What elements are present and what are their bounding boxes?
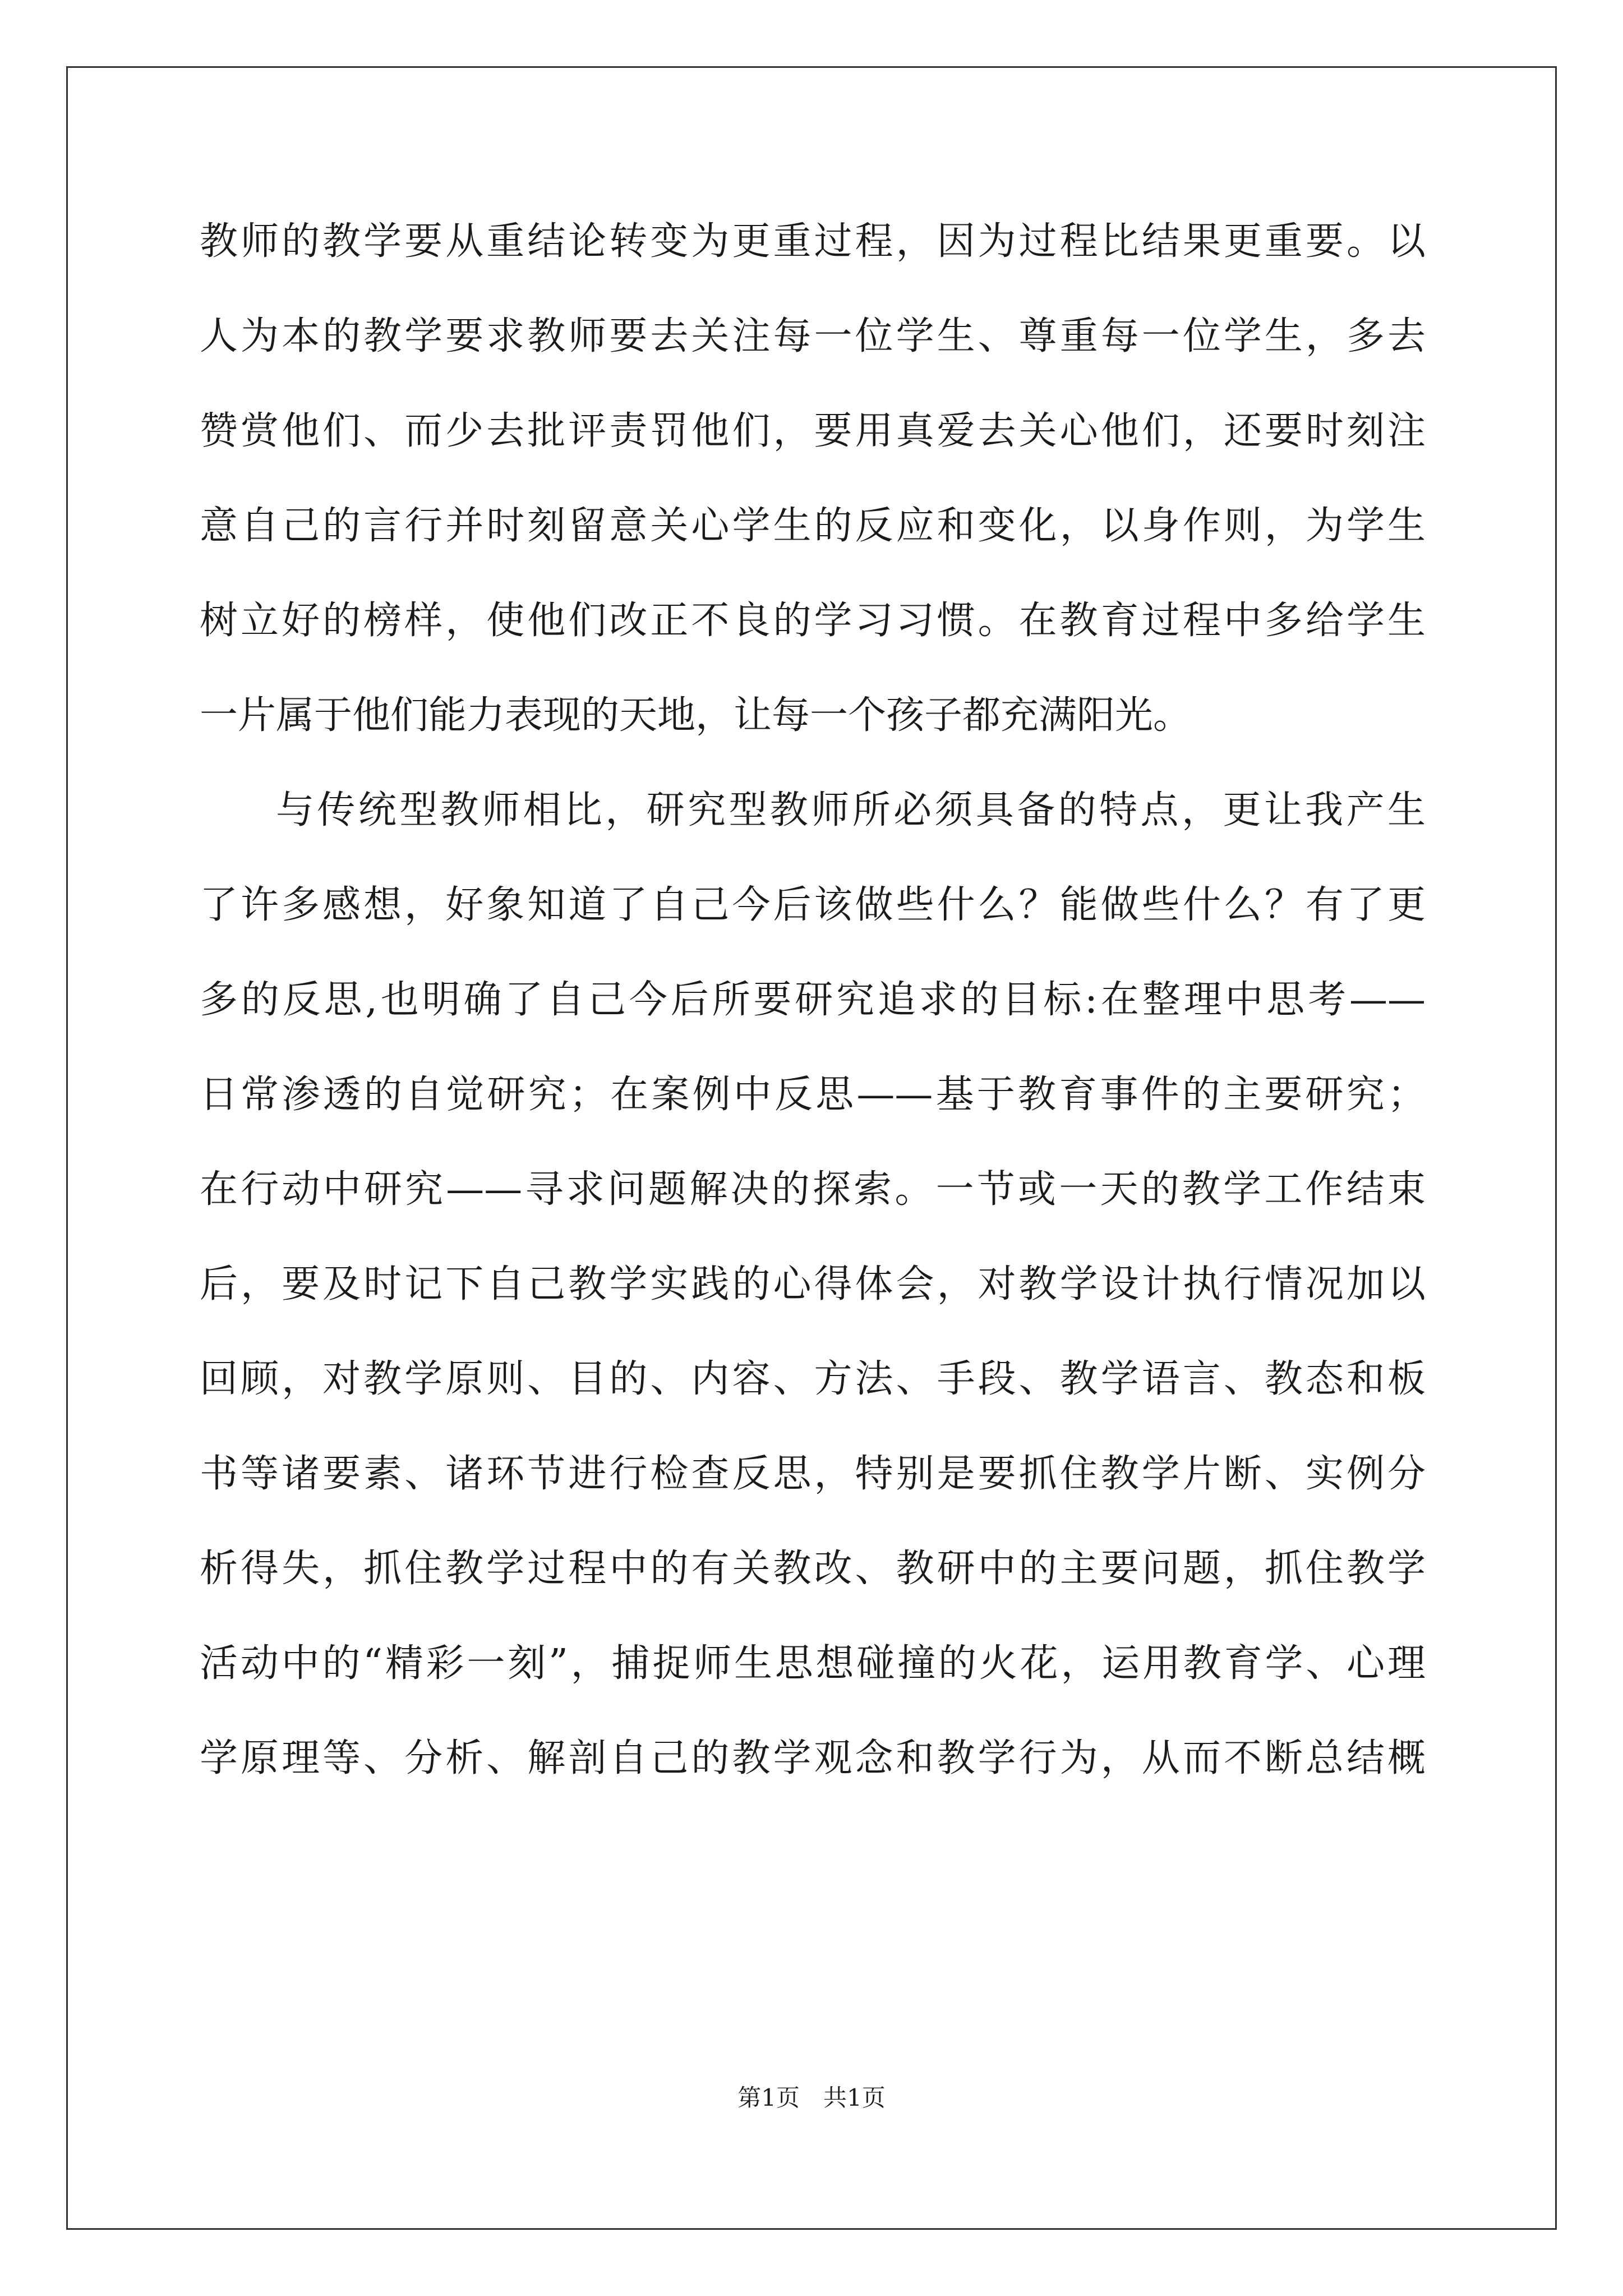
text-line: 了许多感想，好象知道了自己今后该做些什么？能做些什么？有了更 [200, 883, 1426, 927]
document-body [200, 194, 1426, 1806]
text-line: 学原理等、分析、解剖自己的教学观念和教学行为，从而不断总结概 [200, 1736, 1426, 1780]
text-line: 树立好的榜样，使他们改正不良的学习习惯。在教育过程中多给学生 [200, 599, 1426, 643]
text-line: 析得失，抓住教学过程中的有关教改、教研中的主要问题，抓住教学 [200, 1547, 1426, 1591]
text-line: 意自己的言行并时刻留意关心学生的反应和变化，以身作则，为学生 [200, 504, 1426, 548]
text-line-indented: 与传统型教师相比，研究型教师所必须具备的特点，更让我产生 [276, 788, 1426, 832]
page-number-footer: 第1页 共1页 [737, 2084, 886, 2111]
text-line: 日常渗透的自觉研究；在案例中反思——基于教育事件的主要研究； [200, 1073, 1426, 1117]
text-line: 人为本的教学要求教师要去关注每一位学生、尊重每一位学生，多去 [200, 314, 1426, 358]
text-line: 多的反思,也明确了自己今后所要研究追求的目标:在整理中思考—— [200, 978, 1426, 1022]
text-line: 一片属于他们能力表现的天地，让每一个孩子都充满阳光。 [200, 693, 1192, 738]
text-line: 书等诸要素、诸环节进行检查反思，特别是要抓住教学片断、实例分 [200, 1452, 1426, 1496]
text-line: 回顾，对教学原则、目的、内容、方法、手段、教学语言、教态和板 [200, 1357, 1426, 1401]
text-line: 后，要及时记下自己教学实践的心得体会，对教学设计执行情况加以 [200, 1262, 1426, 1306]
text-line: 教师的教学要从重结论转变为更重过程，因为过程比结果更重要。以 [200, 219, 1426, 264]
text-line: 赞赏他们、而少去批评责罚他们，要用真爱去关心他们，还要时刻注 [200, 409, 1426, 453]
text-line: 在行动中研究——寻求问题解决的探索。一节或一天的教学工作结束 [200, 1167, 1426, 1212]
text-line: 活动中的“精彩一刻”，捕捉师生思想碰撞的火花，运用教育学、心理 [200, 1641, 1426, 1686]
